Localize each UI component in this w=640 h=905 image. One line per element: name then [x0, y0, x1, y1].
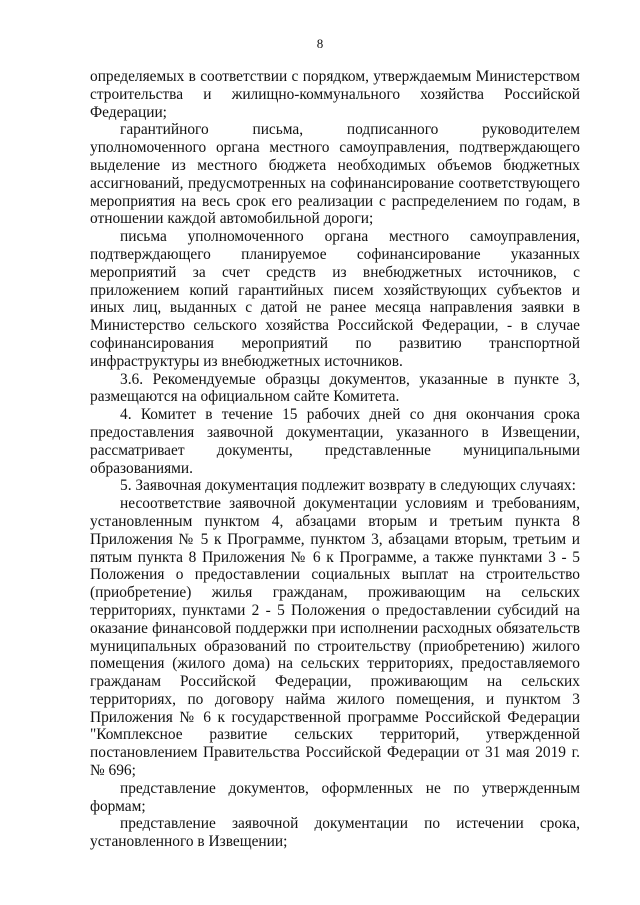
paragraph-continuation: определяемых в соответствии с порядком, утверждаемым Министерством строительства и жилищно-коммунального хозяйства Российской Федерации; [90, 68, 580, 121]
paragraph-5: 5. Заявочная документация подлежит возврату в следующих случаях: [120, 477, 576, 495]
page-number: 8 [316, 36, 324, 51]
document-body [90, 68, 580, 851]
paragraph-guarantee-letter: гарантийного письма, подписанного руководителем уполномоченного органа местного самоуправления, подтверждающего выделение из местного бюджета необходимых объемов бюджетных ассигнований, предусмотренных на софинансирование соответствующего мероприятия на весь срок его реализации с распределением по годам, в отношении каждой автомобильной дороги; [90, 121, 580, 228]
paragraph-3-6: 3.6. Рекомендуемые образцы документов, указанные в пункте 3, размещаются на официальном сайте Комитета. [90, 370, 580, 406]
paragraph-late-submission: представление заявочной документации по истечении срока, установленного в Извещении; [90, 815, 580, 851]
paragraph-4: 4. Комитет в течение 15 рабочих дней со дня окончания срока предоставления заявочной документации, указанного в Извещении, рассматривает документы, представленные муниципальными образованиями. [90, 406, 580, 477]
paragraph-nonconformity: несоответствие заявочной документации условиям и требованиям, установленным пунктом 4, абзацами вторым и третьим пункта 8 Приложения № 5 к Программе, пунктом 3, абзацами вторым, третьим и пятым пункта 8 Приложения № 6 к Программе, а также пунктами 3 - 5 Положения о предоставлении социальных выплат на строительство (приобретение) жилья гражданам, проживающим на сельских территориях, пунктами 2 - 5 Положения о предоставлении субсидий на оказание финансовой поддержки при исполнении расходных обязательств муниципальных образований по строительству (приобретению) жилого помещения (жилого дома) на сельских территориях, предоставляемого гражданам Российской Федерации, проживающим на сельских территориях, по договору найма жилого помещения, и пунктом 3 Приложения № 6 к государственной программе Российской Федерации "Комплексное развитие сельских территорий, утвержденной постановлением Правительства Российской Федерации от 31 мая 2019 г. № 696; [90, 495, 580, 780]
paragraph-offbudget-letter: письма уполномоченного органа местного самоуправления, подтверждающего планируемое софинансирование указанных мероприятий за счет средств из внебюджетных источников, с приложением копий гарантийных писем хозяйствующих субъектов и иных лиц, выданных с датой не ранее месяца направления заявки в Министерство сельского хозяйства Российской Федерации, - в случае софинансирования мероприятий по развитию транспортной инфраструктуры из внебюджетных источников. [90, 228, 580, 370]
paragraph-unapproved-forms: представление документов, оформленных не по утвержденным формам; [90, 779, 580, 815]
